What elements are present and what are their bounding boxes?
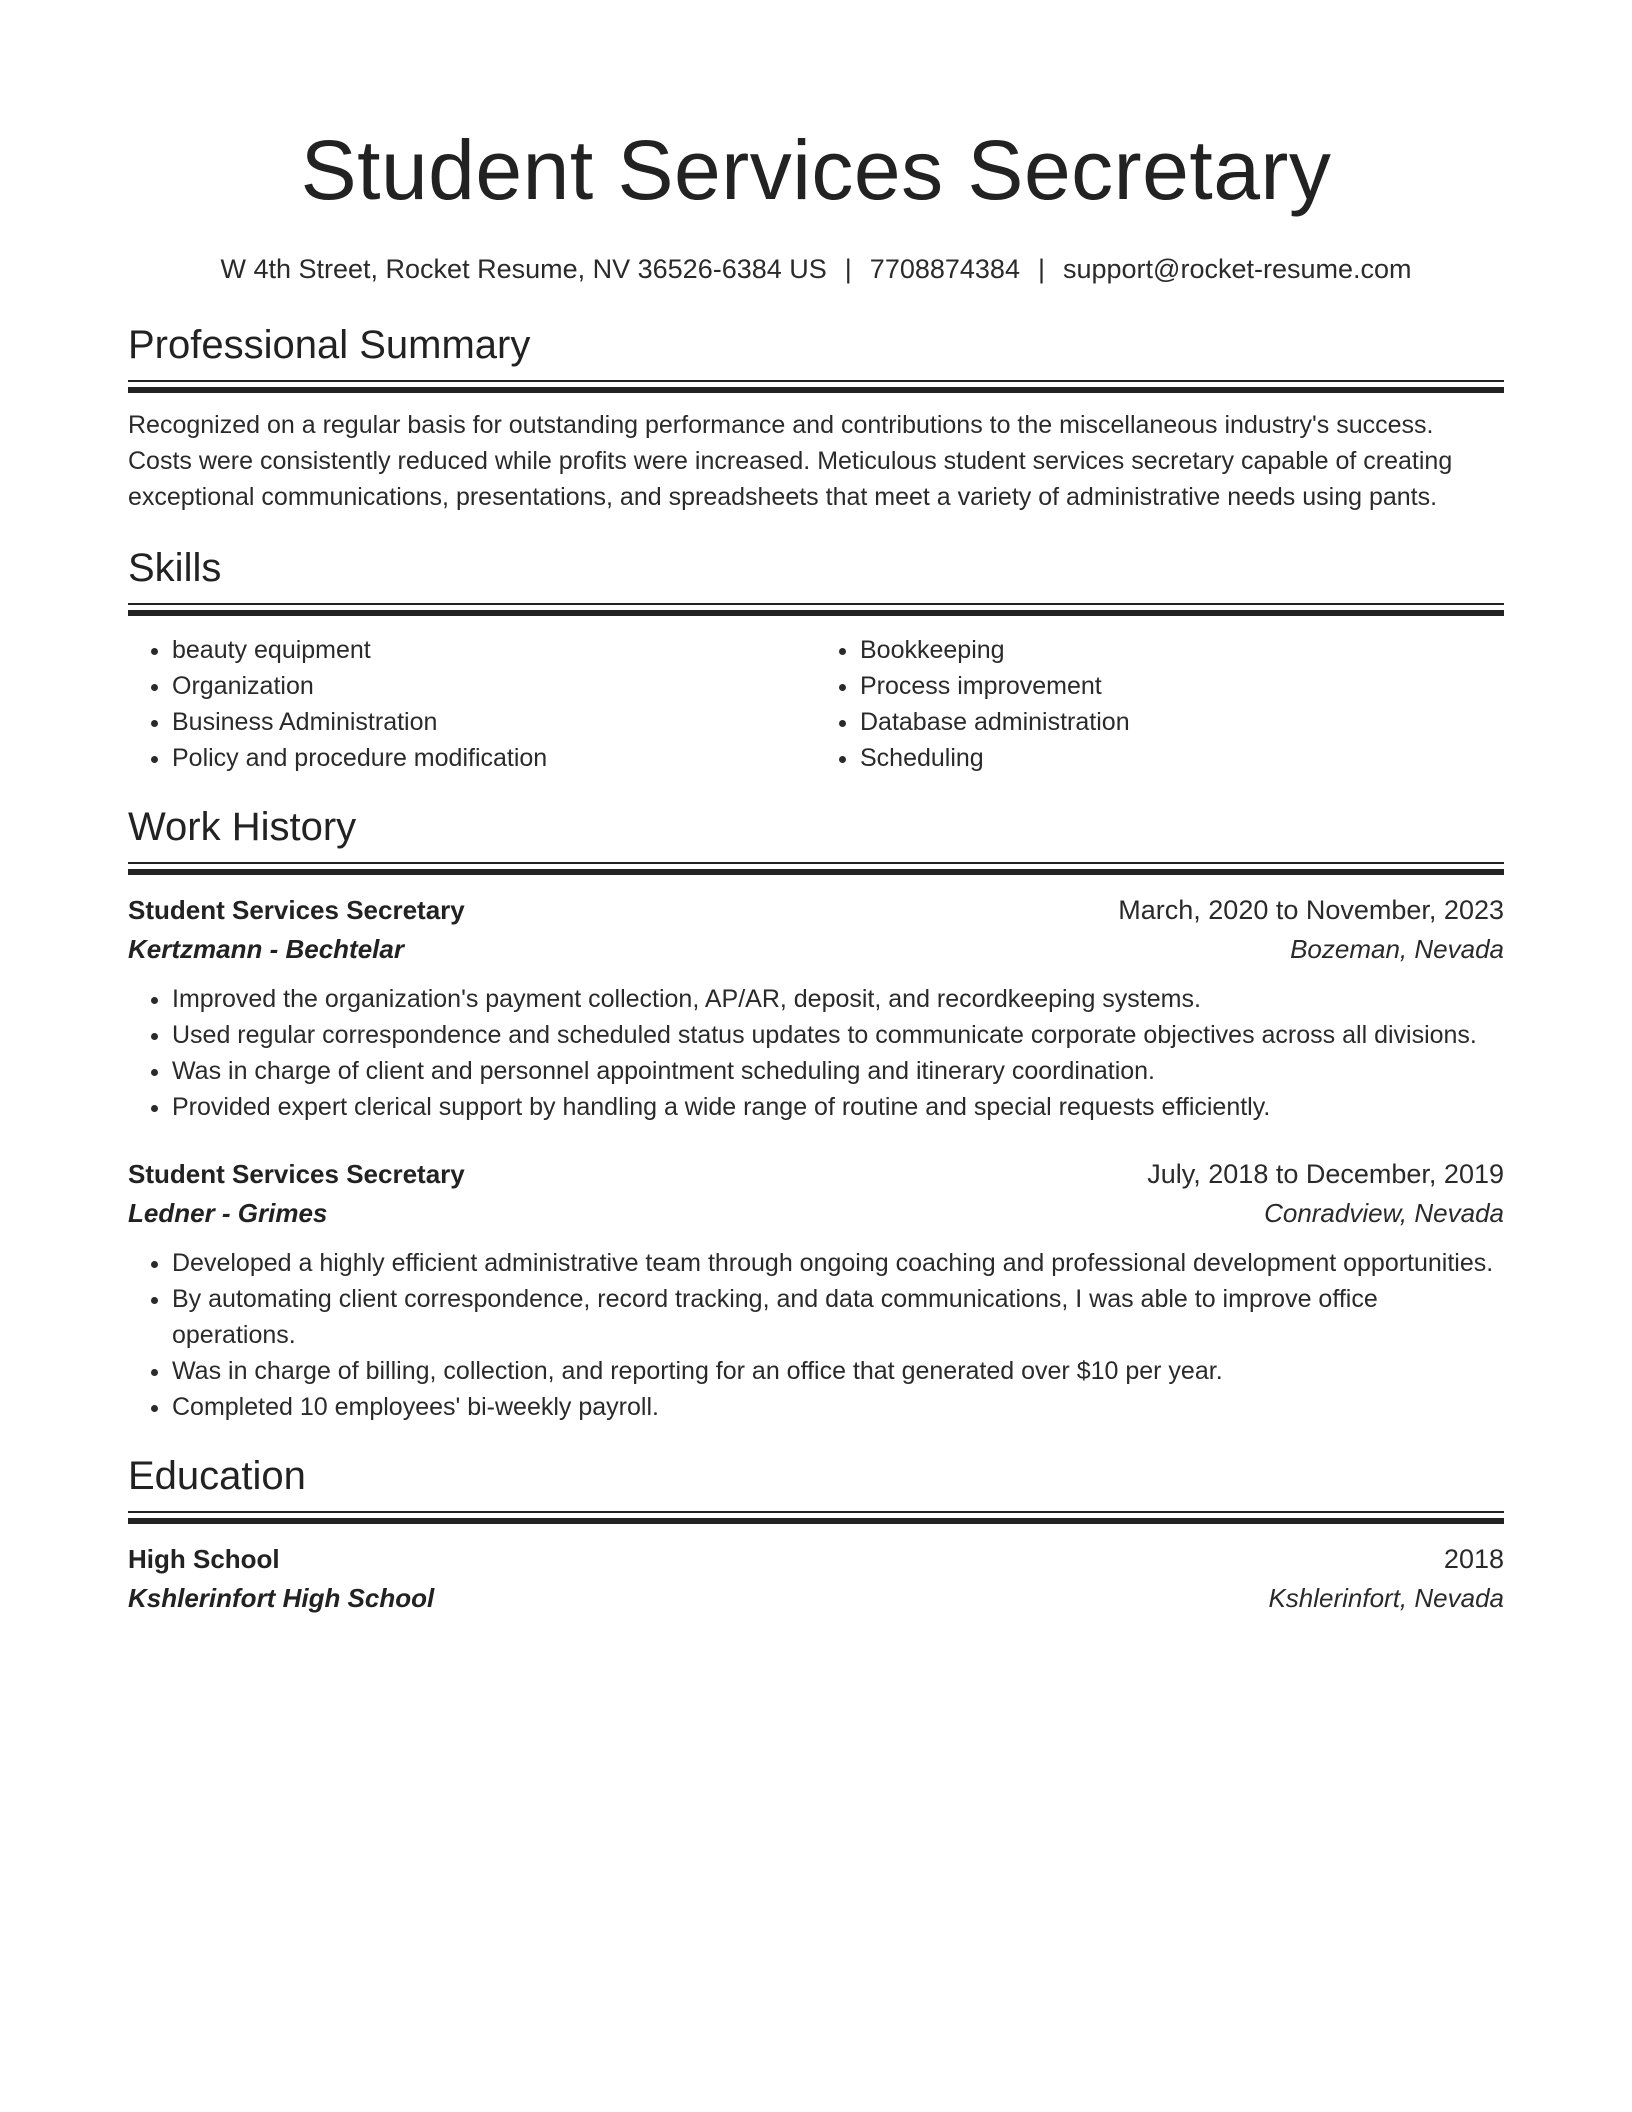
job-location: Bozeman, Nevada bbox=[1290, 934, 1504, 964]
job-bullet: • Developed a highly efficient administrative team through ongoing coaching and professional development opportunities. bbox=[172, 1245, 1504, 1281]
skill-item: • Scheduling bbox=[860, 740, 1504, 776]
skills-column-left bbox=[128, 632, 816, 776]
skills-section bbox=[128, 543, 1504, 776]
education-header-row bbox=[128, 1540, 1504, 1578]
education-entry bbox=[128, 1540, 1504, 1618]
job-title: Student Services Secretary bbox=[128, 1159, 465, 1189]
job-title: Student Services Secretary bbox=[128, 895, 465, 925]
education-year: 2018 bbox=[1443, 1544, 1504, 1574]
job-bullet: • Was in charge of billing, collection, and reporting for an office that generated over $10 per year. bbox=[172, 1353, 1504, 1389]
job-bullet: • Improved the organization's payment collection, AP/AR, deposit, and recordkeeping systems. bbox=[172, 981, 1504, 1017]
skill-item: • Bookkeeping bbox=[860, 632, 1504, 668]
skills-column-right bbox=[816, 632, 1504, 776]
job-company-row bbox=[128, 929, 1504, 969]
contact-separator: | bbox=[1037, 254, 1045, 284]
education-location: Kshlerinfort, Nevada bbox=[1268, 1583, 1504, 1613]
job-bullet: • Was in charge of client and personnel appointment scheduling and itinerary coordination. bbox=[172, 1053, 1504, 1089]
job-entry bbox=[128, 1155, 1504, 1425]
summary-text: Recognized on a regular basis for outstanding performance and contributions to the miscellaneous industry's success. Costs were consistently reduced while profits were increased. Meticulous student services secretary capable of creating exceptional communications, presentations, and spreadsheets that meet a variety of administrative needs using pants. bbox=[128, 411, 1453, 511]
job-header-row bbox=[128, 891, 1504, 929]
contact-phone: 7708874384 bbox=[869, 254, 1020, 284]
education-school: Kshlerinfort High School bbox=[128, 1583, 435, 1613]
contact-email: support@rocket-resume.com bbox=[1062, 254, 1412, 284]
job-dates: July, 2018 to December, 2019 bbox=[1147, 1159, 1504, 1189]
education-school-row bbox=[128, 1578, 1504, 1618]
job-bullet: • By automating client correspondence, record tracking, and data communications, I was able to improve office operations. bbox=[172, 1281, 1504, 1353]
skill-item: • Database administration bbox=[860, 704, 1504, 740]
section-divider bbox=[128, 862, 1504, 875]
contact-address: W 4th Street, Rocket Resume, NV 36526-6384 US bbox=[220, 254, 827, 284]
education-degree: High School bbox=[128, 1544, 280, 1574]
skill-item: • Business Administration bbox=[172, 704, 816, 740]
job-company: Ledner - Grimes bbox=[128, 1198, 328, 1228]
section-divider bbox=[128, 603, 1504, 616]
education-section bbox=[128, 1451, 1504, 1618]
resume-name: Student Services Secretary bbox=[300, 123, 1332, 217]
skill-item: • beauty equipment bbox=[172, 632, 816, 668]
section-title-skills: Skills bbox=[128, 546, 222, 590]
section-divider bbox=[128, 380, 1504, 393]
job-company-row bbox=[128, 1193, 1504, 1233]
summary-section bbox=[128, 320, 1504, 515]
skill-item: • Policy and procedure modification bbox=[172, 740, 816, 776]
job-bullet: • Provided expert clerical support by handling a wide range of routine and special requests efficiently. bbox=[172, 1089, 1504, 1125]
job-bullet: • Completed 10 employees' bi-weekly payroll. bbox=[172, 1389, 1504, 1425]
job-dates: March, 2020 to November, 2023 bbox=[1118, 895, 1504, 925]
section-title-work-history: Work History bbox=[128, 805, 357, 849]
skills-list bbox=[128, 632, 1504, 776]
job-company: Kertzmann - Bechtelar bbox=[128, 934, 404, 964]
job-bullets bbox=[128, 1245, 1504, 1425]
skill-item: • Process improvement bbox=[860, 668, 1504, 704]
job-header-row bbox=[128, 1155, 1504, 1193]
job-location: Conradview, Nevada bbox=[1264, 1198, 1504, 1228]
skill-item: • Organization bbox=[172, 668, 816, 704]
section-title-summary: Professional Summary bbox=[128, 323, 531, 367]
job-bullets bbox=[128, 981, 1504, 1125]
job-bullet: • Used regular correspondence and scheduled status updates to communicate corporate objectives across all divisions. bbox=[172, 1017, 1504, 1053]
contact-line bbox=[128, 252, 1504, 286]
job-entry bbox=[128, 891, 1504, 1125]
work-history-section bbox=[128, 802, 1504, 1425]
section-title-education: Education bbox=[128, 1454, 306, 1498]
section-divider bbox=[128, 1511, 1504, 1524]
contact-separator: | bbox=[844, 254, 852, 284]
